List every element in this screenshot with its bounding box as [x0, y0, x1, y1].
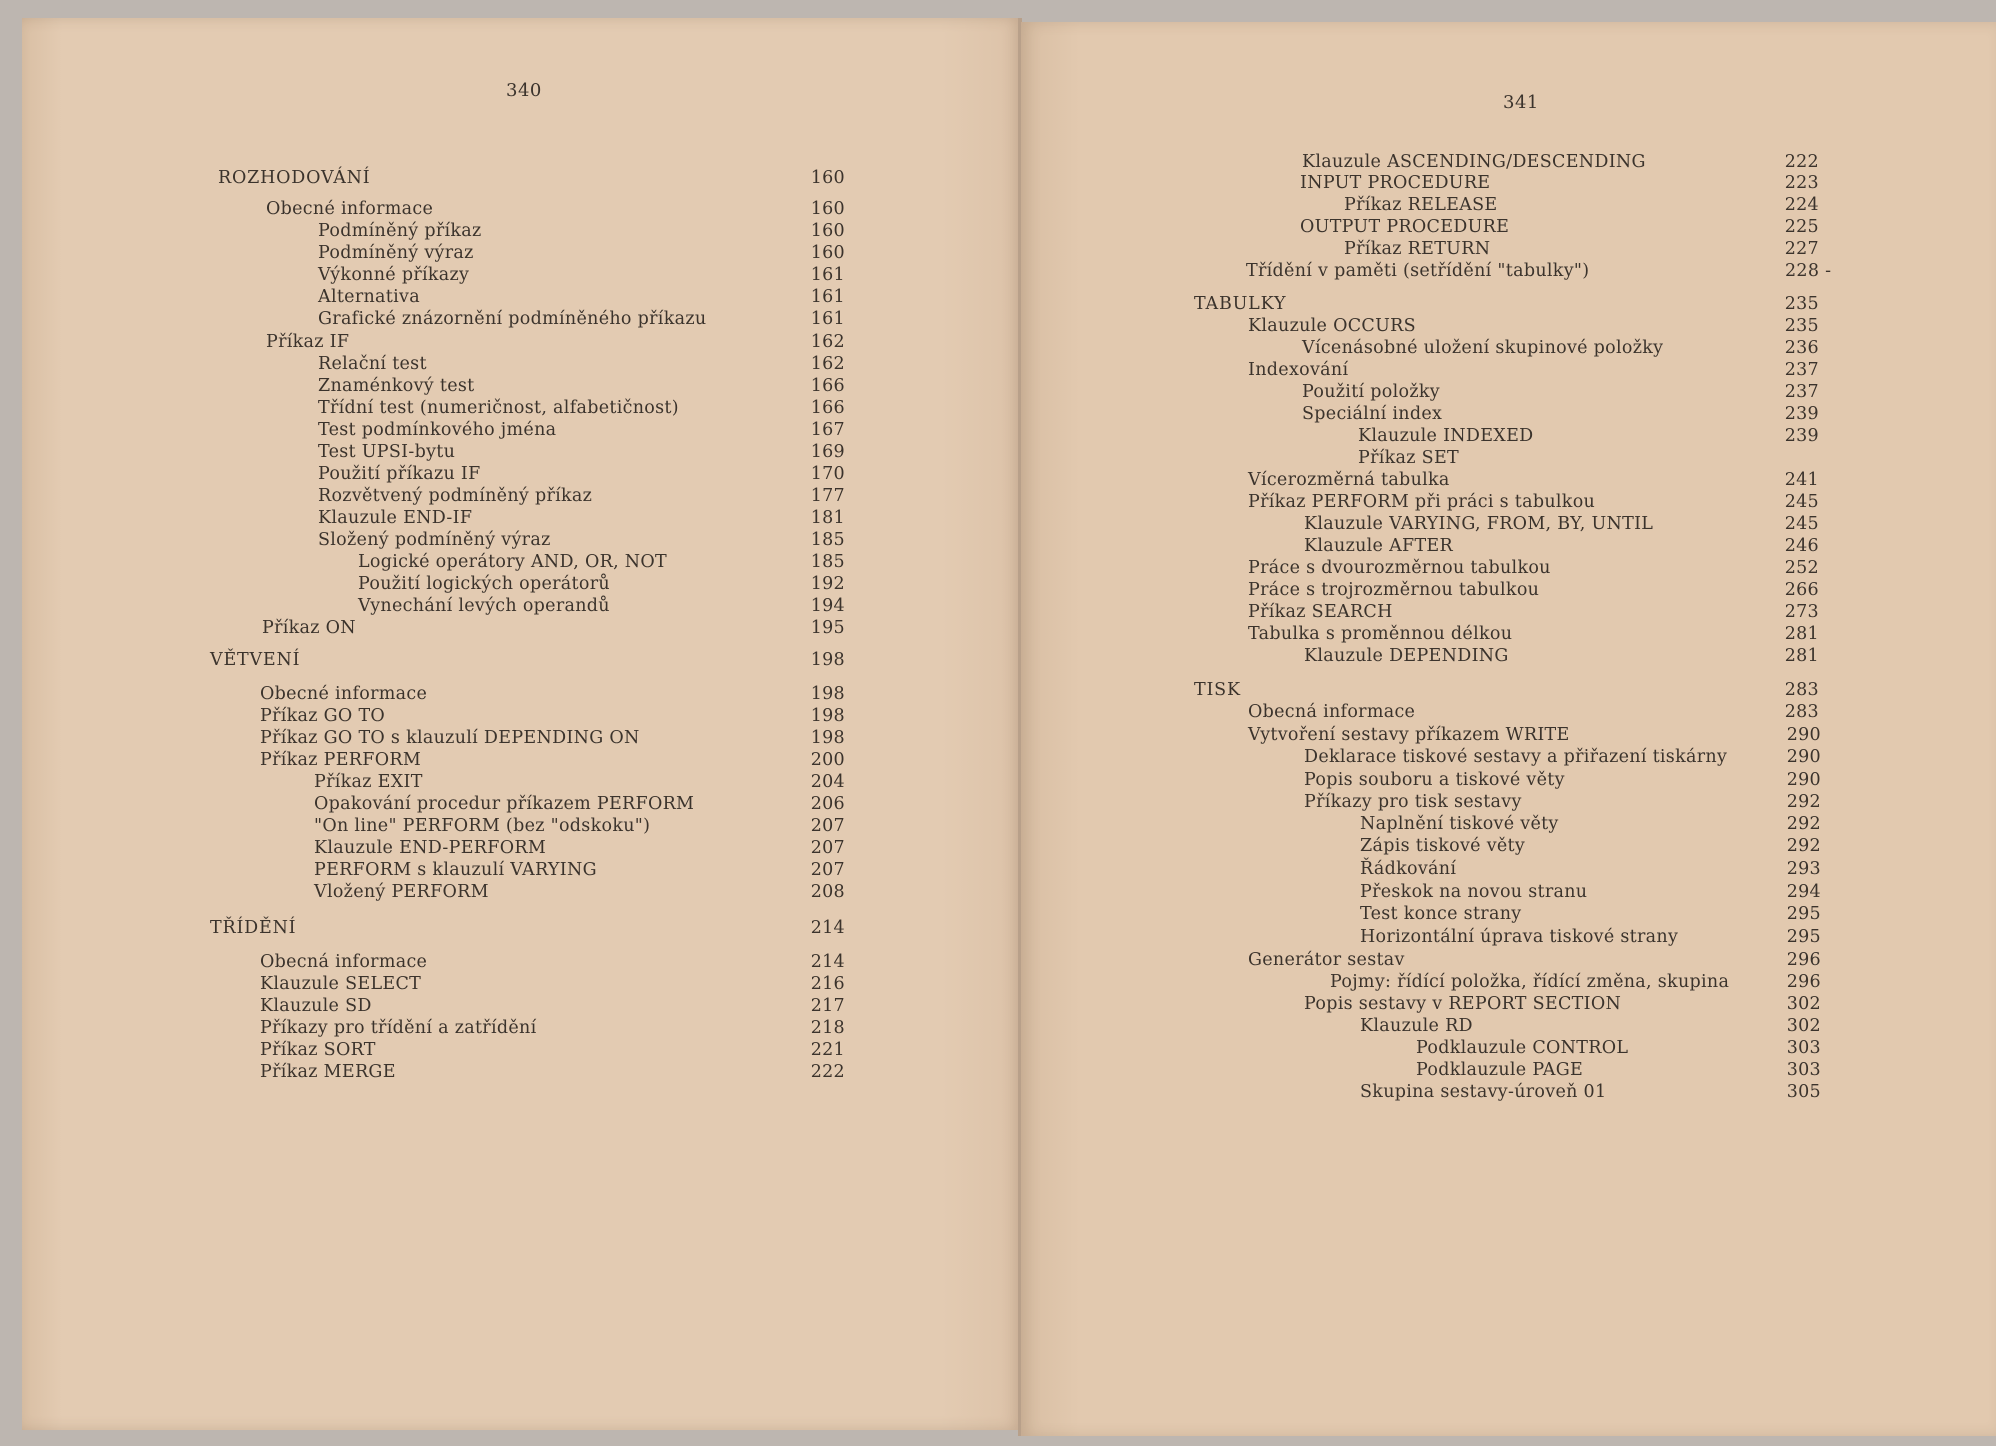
toc-entry-page: 294: [1786, 882, 1821, 902]
toc-entry-title: Klauzule AFTER: [1304, 536, 1453, 556]
toc-entry-page: 198: [810, 684, 845, 704]
toc-entry-page: 227: [1784, 239, 1819, 259]
toc-entry-title: Obecné informace: [260, 684, 428, 704]
toc-entry-page: 198: [810, 706, 845, 726]
toc-entry-title: Klauzule SELECT: [260, 974, 422, 994]
toc-entry-title: Klauzule VARYING, FROM, BY, UNTIL: [1304, 514, 1654, 534]
toc-entry-page: 235: [1784, 294, 1819, 314]
toc-entry-page: 198: [810, 650, 845, 670]
toc-entry-page: 241: [1784, 470, 1819, 490]
toc-entry-page: 200: [810, 750, 845, 770]
toc-entry-title: Příkaz SORT: [260, 1040, 376, 1060]
toc-entry-page: 222: [1784, 152, 1819, 172]
toc-entry-page: 185: [810, 530, 845, 550]
toc-entry-page: 237: [1784, 360, 1819, 380]
toc-entry-page: 296: [1786, 972, 1821, 992]
toc-entry-page: 228 -: [1785, 261, 1832, 281]
toc-entry-title: "On line" PERFORM (bez "odskoku"): [314, 816, 651, 836]
toc-entry-title: Obecná informace: [260, 952, 428, 972]
toc-entry-page: 195: [810, 618, 845, 638]
toc-entry-page: 223: [1784, 173, 1819, 193]
toc-entry-title: Řádkování: [1360, 859, 1457, 879]
toc-entry-title: Klauzule OCCURS: [1248, 316, 1416, 336]
toc-entry-page: 292: [1786, 836, 1821, 856]
toc-entry-title: Příkaz ON: [262, 618, 356, 638]
toc-entry-title: Příkaz RELEASE: [1344, 195, 1498, 215]
toc-entry-page: 207: [810, 838, 845, 858]
toc-entry-title: Vložený PERFORM: [314, 882, 489, 902]
toc-entry-page: 296: [1786, 950, 1821, 970]
toc-entry-page: 160: [810, 221, 845, 241]
toc-entry-title: INPUT PROCEDURE: [1300, 173, 1491, 193]
toc-entry-title: Podklauzule CONTROL: [1416, 1038, 1629, 1058]
toc-entry-title: Klauzule DEPENDING: [1304, 646, 1509, 666]
toc-entry-page: 169: [810, 442, 845, 462]
toc-entry-title: Indexování: [1248, 360, 1349, 380]
toc-entry-title: Generátor sestav: [1248, 950, 1405, 970]
toc-entry-page: 281: [1784, 646, 1819, 666]
toc-entry-page: 216: [810, 974, 845, 994]
toc-entry-title: Deklarace tiskové sestavy a přiřazení tiskárny: [1304, 747, 1728, 767]
toc-entry-page: 218: [810, 1018, 845, 1038]
toc-entry-title: ROZHODOVÁNÍ: [218, 168, 371, 188]
toc-entry-page: 166: [810, 398, 845, 418]
toc-entry-title: Přeskok na novou stranu: [1360, 882, 1588, 902]
toc-entry-title: Naplnění tiskové věty: [1360, 814, 1559, 834]
toc-entry-page: 160: [810, 243, 845, 263]
toc-entry-title: PERFORM s klauzulí VARYING: [314, 860, 597, 880]
toc-entry-title: Speciální index: [1302, 404, 1443, 424]
toc-entry-title: Příkazy pro tisk sestavy: [1304, 792, 1522, 812]
toc-entry-page: 198: [810, 728, 845, 748]
toc-entry-title: Použití příkazu IF: [318, 464, 481, 484]
toc-entry-page: 208: [810, 882, 845, 902]
toc-entry-title: Tabulka s proměnnou délkou: [1248, 624, 1513, 644]
toc-entry-page: 160: [810, 168, 845, 188]
page-number: 340: [506, 80, 542, 101]
toc-entry-page: 204: [810, 772, 845, 792]
toc-entry-page: 302: [1786, 994, 1821, 1014]
toc-entry-page: 281: [1784, 624, 1819, 644]
toc-entry-page: 166: [810, 376, 845, 396]
toc-entry-title: Pojmy: řídící položka, řídící změna, skupina: [1330, 972, 1730, 992]
toc-entry-title: Test UPSI-bytu: [318, 442, 456, 462]
toc-entry-title: Znaménkový test: [318, 376, 475, 396]
toc-entry-title: Práce s trojrozměrnou tabulkou: [1248, 580, 1540, 600]
toc-entry-page: 161: [810, 265, 845, 285]
toc-entry-title: TISK: [1194, 680, 1241, 700]
toc-entry-title: Opakování procedur příkazem PERFORM: [314, 794, 695, 814]
toc-entry-title: Příkaz PERFORM při práci s tabulkou: [1248, 492, 1596, 512]
toc-entry-title: Výkonné příkazy: [318, 265, 470, 285]
right-page: [1021, 22, 1996, 1436]
toc-entry-page: 181: [810, 508, 845, 528]
toc-entry-title: Podklauzule PAGE: [1416, 1060, 1584, 1080]
toc-entry-page: 177: [810, 486, 845, 506]
toc-entry-title: Práce s dvourozměrnou tabulkou: [1248, 558, 1551, 578]
toc-entry-title: Test konce strany: [1360, 904, 1522, 924]
toc-entry-title: TABULKY: [1194, 294, 1287, 314]
toc-entry-page: 239: [1784, 426, 1819, 446]
toc-entry-title: Popis souboru a tiskové věty: [1304, 770, 1565, 790]
left-page: [22, 18, 1021, 1430]
toc-entry-title: Alternativa: [318, 287, 420, 307]
toc-entry-title: Použití položky: [1302, 382, 1440, 402]
toc-entry-title: Vícerozměrná tabulka: [1248, 470, 1450, 490]
toc-entry-page: 295: [1786, 927, 1821, 947]
toc-entry-title: Příkaz EXIT: [314, 772, 423, 792]
toc-entry-page: 214: [810, 952, 845, 972]
toc-entry-page: 303: [1786, 1060, 1821, 1080]
toc-entry-page: 217: [810, 996, 845, 1016]
toc-entry-page: 292: [1786, 814, 1821, 834]
toc-entry-page: 236: [1784, 338, 1819, 358]
toc-entry-page: 206: [810, 794, 845, 814]
toc-entry-page: 214: [810, 918, 845, 938]
toc-entry-title: Klauzule END-IF: [318, 508, 473, 528]
toc-entry-title: OUTPUT PROCEDURE: [1300, 217, 1510, 237]
toc-entry-page: 245: [1784, 492, 1819, 512]
toc-entry-page: 246: [1784, 536, 1819, 556]
toc-entry-title: Použití logických operátorů: [358, 574, 610, 594]
toc-entry-title: Popis sestavy v REPORT SECTION: [1304, 994, 1622, 1014]
toc-entry-title: Příkaz RETURN: [1344, 239, 1491, 259]
toc-entry-title: Logické operátory AND, OR, NOT: [358, 552, 668, 572]
toc-entry-title: Příkaz MERGE: [260, 1062, 396, 1082]
toc-entry-title: Podmíněný výraz: [318, 243, 474, 263]
toc-entry-title: Třídění v paměti (setřídění "tabulky"): [1246, 261, 1590, 281]
toc-entry-page: 162: [810, 354, 845, 374]
toc-entry-page: 252: [1784, 558, 1819, 578]
toc-entry-page: 224: [1784, 195, 1819, 215]
toc-entry-page: 161: [810, 287, 845, 307]
toc-entry-page: 303: [1786, 1038, 1821, 1058]
toc-entry-page: 245: [1784, 514, 1819, 534]
toc-entry-title: Podmíněný příkaz: [318, 221, 482, 241]
toc-entry-title: Příkaz GO TO s klauzulí DEPENDING ON: [260, 728, 640, 748]
toc-entry-page: 194: [810, 596, 845, 616]
toc-entry-title: Třídní test (numeričnost, alfabetičnost): [318, 398, 679, 418]
toc-entry-title: Grafické znázornění podmíněného příkazu: [318, 309, 707, 329]
toc-entry-title: Příkaz SEARCH: [1248, 602, 1393, 622]
page-number: 341: [1503, 92, 1539, 113]
toc-entry-title: Rozvětvený podmíněný příkaz: [318, 486, 593, 506]
toc-entry-title: Složený podmíněný výraz: [318, 530, 551, 550]
toc-entry-page: 237: [1784, 382, 1819, 402]
toc-entry-title: Vytvoření sestavy příkazem WRITE: [1248, 725, 1570, 745]
toc-entry-page: 266: [1784, 580, 1819, 600]
toc-entry-page: 162: [810, 332, 845, 352]
toc-entry-page: 221: [810, 1040, 845, 1060]
toc-entry-page: 160: [810, 199, 845, 219]
toc-entry-page: 225: [1784, 217, 1819, 237]
toc-entry-page: 283: [1784, 680, 1819, 700]
toc-entry-page: 161: [810, 309, 845, 329]
toc-entry-page: 290: [1786, 770, 1821, 790]
toc-entry-page: 239: [1784, 404, 1819, 424]
toc-entry-title: Skupina sestavy-úroveň 01: [1360, 1082, 1607, 1102]
toc-entry-page: 292: [1786, 792, 1821, 812]
toc-entry-title: Obecná informace: [1248, 702, 1416, 722]
toc-entry-title: Příkazy pro třídění a zatřídění: [260, 1018, 537, 1038]
toc-entry-title: Vynechání levých operandů: [358, 596, 610, 616]
toc-entry-page: 302: [1786, 1016, 1821, 1036]
toc-entry-title: Vícenásobné uložení skupinové položky: [1302, 338, 1664, 358]
toc-entry-title: Obecné informace: [266, 199, 434, 219]
toc-entry-title: Zápis tiskové věty: [1360, 836, 1526, 856]
toc-entry-page: 305: [1786, 1082, 1821, 1102]
toc-entry-page: 293: [1786, 859, 1821, 879]
toc-entry-title: Příkaz IF: [266, 332, 350, 352]
toc-entry-page: 290: [1786, 747, 1821, 767]
toc-entry-page: 283: [1784, 702, 1819, 722]
toc-entry-title: Relační test: [318, 354, 427, 374]
toc-entry-page: 295: [1786, 904, 1821, 924]
toc-entry-title: Příkaz GO TO: [260, 706, 386, 726]
toc-entry-page: 167: [810, 420, 845, 440]
toc-entry-title: TŘÍDĚNÍ: [210, 918, 297, 938]
toc-entry-page: 235: [1784, 316, 1819, 336]
toc-entry-title: Příkaz PERFORM: [260, 750, 422, 770]
toc-entry-title: Klauzule RD: [1360, 1016, 1473, 1036]
table-of-contents: [22, 18, 1021, 1430]
toc-entry-page: 207: [810, 816, 845, 836]
toc-entry-page: 222: [810, 1062, 845, 1082]
toc-entry-page: 192: [810, 574, 845, 594]
toc-entry-title: Klauzule INDEXED: [1358, 426, 1534, 446]
toc-entry-page: 290: [1786, 725, 1821, 745]
toc-entry-title: Příkaz SET: [1358, 448, 1459, 468]
toc-entry-title: Test podmínkového jména: [318, 420, 557, 440]
toc-entry-title: VĚTVENÍ: [210, 650, 301, 670]
toc-entry-title: Klauzule END-PERFORM: [314, 838, 547, 858]
toc-entry-page: 170: [810, 464, 845, 484]
toc-entry-title: Klauzule SD: [260, 996, 372, 1016]
toc-entry-page: 185: [810, 552, 845, 572]
toc-entry-title: Klauzule ASCENDING/DESCENDING: [1302, 152, 1646, 172]
toc-entry-title: Horizontální úprava tiskové strany: [1360, 927, 1679, 947]
toc-entry-page: 273: [1784, 602, 1819, 622]
table-of-contents: [1021, 22, 1996, 1436]
toc-entry-page: 207: [810, 860, 845, 880]
